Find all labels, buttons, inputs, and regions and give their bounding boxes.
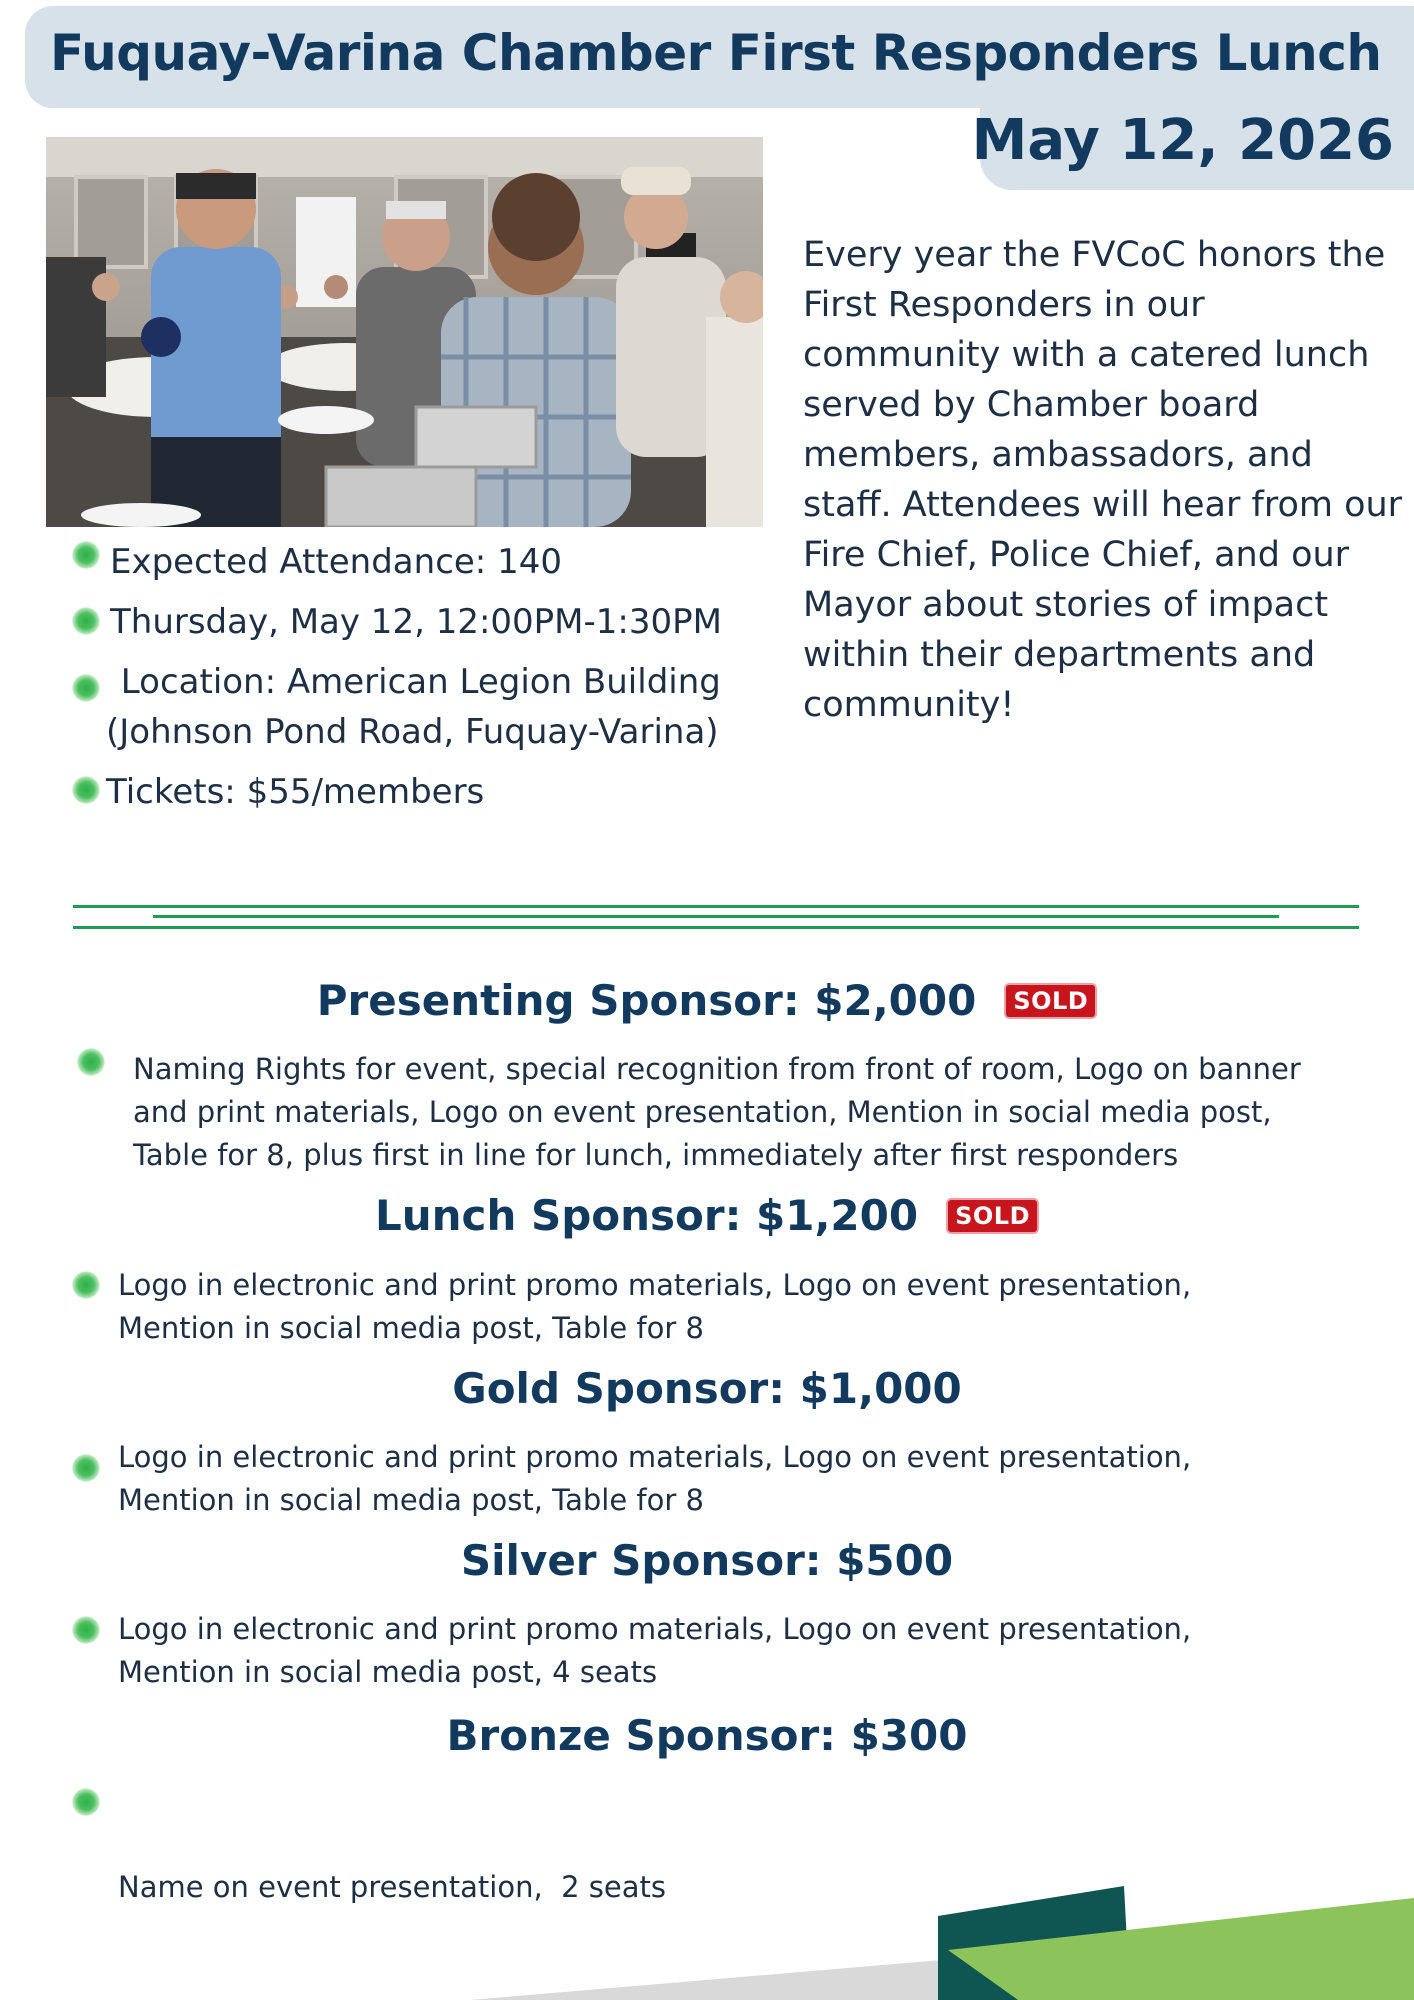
- bullet-dot: [72, 541, 100, 569]
- page-title: Fuquay-Varina Chamber First Responders Lunch: [50, 24, 1382, 82]
- fact-location: Location: American Legion Building: [110, 662, 721, 702]
- event-date: May 12, 2026: [971, 108, 1394, 173]
- sponsor-benefits-silver: [118, 1608, 1191, 1694]
- benefit-line: Logo in electronic and print promo materials, Logo on event presentation,: [118, 1440, 1192, 1474]
- bullet-dot: [72, 1454, 100, 1482]
- sponsor-heading-lunch: [0, 1191, 1414, 1240]
- sold-badge: SOLD: [1004, 983, 1097, 1019]
- bullet-dot: [72, 607, 100, 635]
- fact-datetime: Thursday, May 12, 12:00PM-1:30PM: [110, 602, 722, 642]
- benefit-line: Naming Rights for event, special recognition from front of room, Logo on banner: [133, 1052, 1301, 1086]
- sold-badge: SOLD: [946, 1198, 1039, 1234]
- benefit-line: Mention in social media post, Table for 8: [118, 1311, 704, 1345]
- divider-rule: [73, 905, 1359, 908]
- benefit-line: and print materials, Logo on event presentation, Mention in social media post,: [133, 1095, 1272, 1129]
- sponsor-benefits-gold: [118, 1436, 1191, 1522]
- fact-tickets: Tickets: $55/members: [106, 772, 485, 812]
- sponsor-benefits-presenting: [133, 1048, 1301, 1177]
- bullet-dot: [72, 674, 100, 702]
- benefit-line: Table for 8, plus first in line for lunch, immediately after first responders: [133, 1138, 1179, 1172]
- event-photo: [46, 137, 763, 527]
- divider-rule: [73, 926, 1359, 929]
- footer-decoration: [0, 1880, 1414, 2000]
- divider-rule: [153, 915, 1279, 918]
- bullet-dot: [72, 1788, 100, 1816]
- sponsor-title: Lunch Sponsor: $1,200: [374, 1191, 919, 1240]
- bullet-dot: [72, 776, 100, 804]
- benefit-line: Mention in social media post, Table for 8: [118, 1483, 704, 1517]
- bullet-dot: [77, 1048, 105, 1076]
- intro-paragraph: Every year the FVCoC honors the First Responders in our community with a catered lunch served by Chamber board members, ambassadors, and staff. Attendees will hear from our Fire Chief, Police Chief, and our Mayor about stories of impact within their departments and community!: [803, 235, 1403, 725]
- sponsor-heading-silver: [0, 1536, 1414, 1585]
- bullet-dot: [72, 1616, 100, 1644]
- sponsor-heading-gold: [0, 1364, 1414, 1413]
- benefit-line: Mention in social media post, 4 seats: [118, 1655, 658, 1689]
- sponsor-heading-presenting: [0, 976, 1414, 1025]
- benefit-line: Logo in electronic and print promo materials, Logo on event presentation,: [118, 1268, 1192, 1302]
- fact-attendance: Expected Attendance: 140: [110, 542, 562, 582]
- sponsor-heading-bronze: [0, 1711, 1414, 1760]
- fact-location-detail: (Johnson Pond Road, Fuquay-Varina): [106, 712, 719, 752]
- event-photo-illustration: [46, 137, 763, 527]
- benefit-line: Logo in electronic and print promo materials, Logo on event presentation,: [118, 1612, 1192, 1646]
- sponsor-title: Presenting Sponsor: $2,000: [316, 976, 977, 1025]
- sponsor-title: Bronze Sponsor: $300: [446, 1711, 968, 1760]
- bullet-dot: [72, 1271, 100, 1299]
- sponsor-benefits-lunch: [118, 1264, 1191, 1350]
- benefit-line: Name on event presentation, 2 seats: [118, 1870, 667, 1904]
- sponsor-title: Silver Sponsor: $500: [460, 1536, 954, 1585]
- sponsor-title: Gold Sponsor: $1,000: [452, 1364, 962, 1413]
